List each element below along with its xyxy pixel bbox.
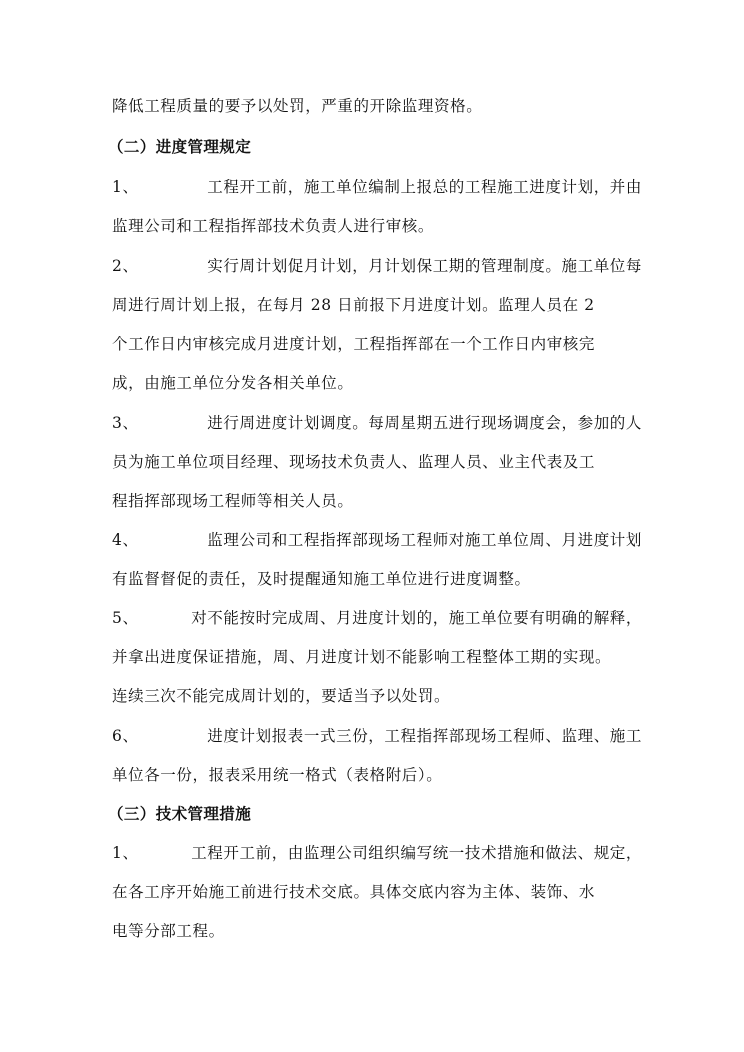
item-number: 5、 [112,609,139,627]
paragraph-line: 降低工程质量的要予以处罚，严重的开除监理资格。 [112,97,483,115]
item-5-line-3: 连续三次不能完成周计划的，要适当予以处罚。 [112,687,451,705]
item-2-line-2: 周进行周计划上报，在每月 28 日前报下月进度计划。监理人员在 2 [112,296,595,314]
item-5-line-2: 并拿出进度保证措施，周、月进度计划不能影响工程整体工期的实现。 [112,648,612,666]
item-text: 工程开工前，施工单位编制上报总的工程施工进度计划，并由 [207,178,642,196]
item-number: 4、 [112,531,139,549]
tech-item-1-line-3: 电等分部工程。 [112,922,225,940]
item-6-line-1 [112,726,642,746]
section-heading-progress: （二）进度管理规定 [108,137,252,156]
item-3-line-1 [112,413,642,433]
item-text: 监理公司和工程指挥部现场工程师对施工单位周、月进度计划 [207,531,642,549]
item-1-line-1 [112,177,642,197]
item-4-line-2: 有监督督促的责任，及时提醒通知施工单位进行进度调整。 [112,570,531,588]
item-3-line-2: 员为施工单位项目经理、现场技术负责人、监理人员、业主代表及工 [112,453,596,471]
section-heading-technical: （三）技术管理措施 [108,804,252,823]
item-number: 3、 [112,414,139,432]
item-number: 1、 [112,178,139,196]
item-2-line-3: 个工作日内审核完成月进度计划，工程指挥部在一个工作日内审核完 [112,335,596,353]
item-text: 进度计划报表一式三份，工程指挥部现场工程师、监理、施工 [207,727,642,745]
item-number: 6、 [112,727,139,745]
item-text: 对不能按时完成周、月进度计划的，施工单位要有明确的解释， [191,609,642,627]
item-3-line-3: 程指挥部现场工程师等相关人员。 [112,492,354,510]
item-number: 1、 [112,844,139,862]
item-2-line-4: 成，由施工单位分发各相关单位。 [112,374,354,392]
item-number: 2、 [112,257,139,275]
item-text: 工程开工前，由监理公司组织编写统一技术措施和做法、规定， [191,844,642,862]
item-6-line-2: 单位各一份，报表采用统一格式（表格附后）。 [112,766,443,784]
tech-item-1-line-2: 在各工序开始施工前进行技术交底。具体交底内容为主体、装饰、水 [112,883,596,901]
item-4-line-1 [112,530,642,550]
tech-item-1-line-1 [112,843,642,863]
item-1-line-2: 监理公司和工程指挥部技术负责人进行审核。 [112,217,435,235]
item-text: 实行周计划促月计划，月计划保工期的管理制度。施工单位每 [207,257,642,275]
item-2-line-1 [112,256,642,276]
item-5-line-1 [112,608,642,628]
item-text: 进行周进度计划调度。每周星期五进行现场调度会，参加的人 [207,414,642,432]
